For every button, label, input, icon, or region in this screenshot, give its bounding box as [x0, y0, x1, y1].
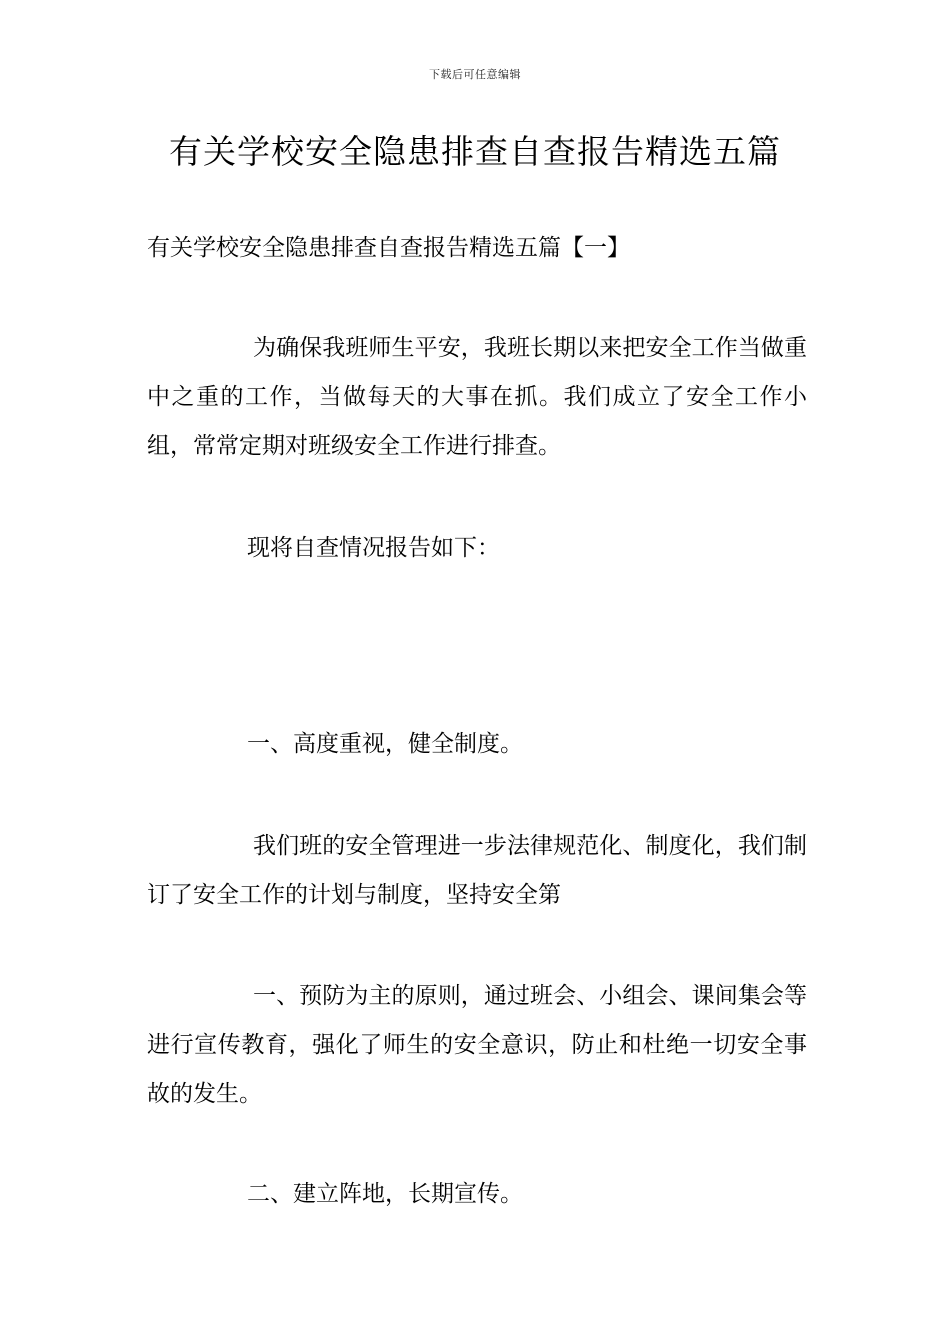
paragraph-safety-management: 我们班的安全管理进一步法律规范化、制度化，我们制订了安全工作的计划与制度，坚持安全第	[147, 833, 807, 908]
heading-item-1: 一、高度重视，健全制度。	[247, 731, 523, 757]
paragraph-report-lead: 现将自查情况报告如下：	[247, 535, 500, 561]
document-title: 有关学校安全隐患排查自查报告精选五篇	[169, 132, 781, 171]
paragraph-prevention: 一、预防为主的原则，通过班会、小组会、课间集会等进行宣传教育，强化了师生的安全意识，防止和杜绝一切安全事故的发生。	[147, 983, 807, 1107]
header-note: 下载后可任意编辑	[429, 68, 521, 81]
paragraph-intro: 为确保我班师生平安，我班长期以来把安全工作当做重中之重的工作，当做每天的大事在抓。我们成立了安全工作小组，常常定期对班级安全工作进行排查。	[147, 335, 807, 459]
heading-item-2: 二、建立阵地，长期宣传。	[247, 1181, 523, 1207]
section-heading: 有关学校安全隐患排查自查报告精选五篇【一】	[147, 235, 630, 261]
